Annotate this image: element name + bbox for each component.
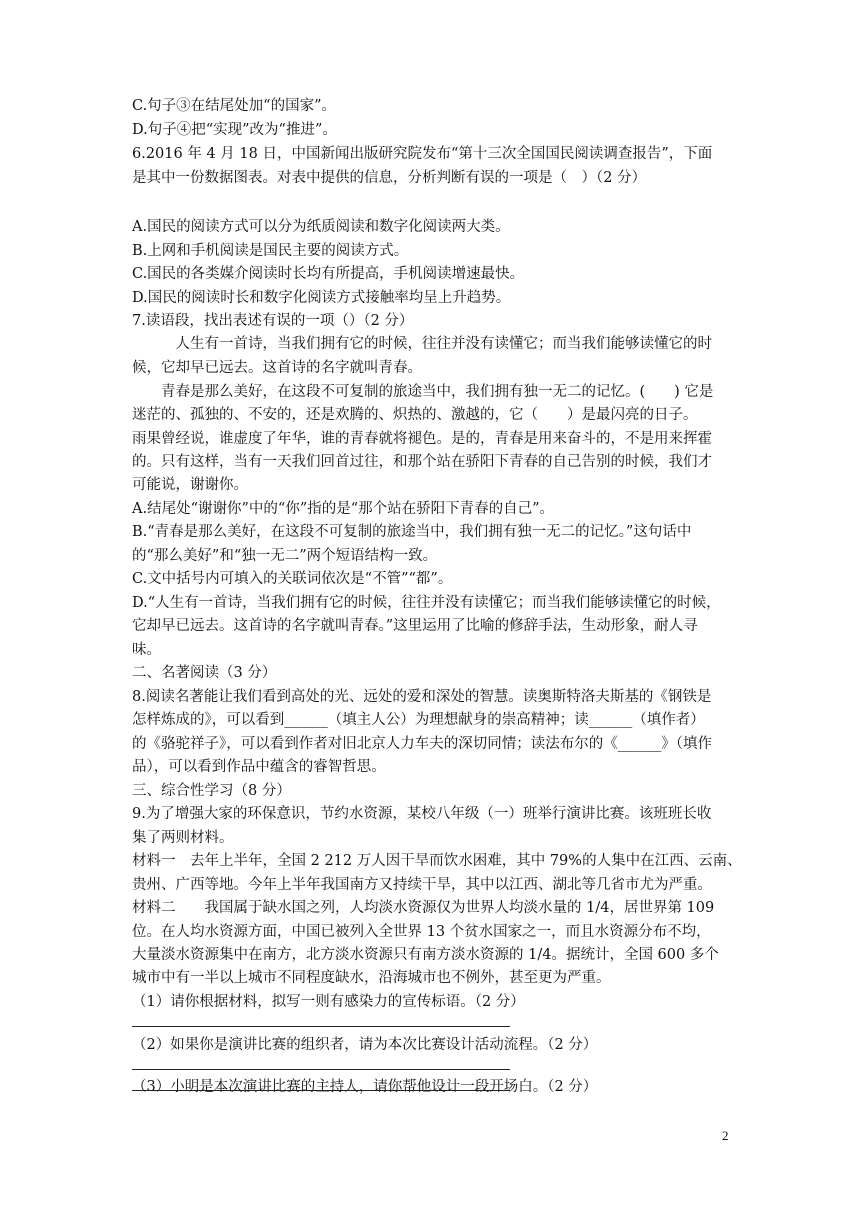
material-2-line-3: 大量淡水资源集中在南方，北方淡水资源只有南方淡水资源的 1/4。据统计，全国 600 多个 bbox=[132, 947, 719, 963]
material-2-line-2: 位。在人均水资源方面，中国已被列入全世界 13 个贫水国家之一，而且水资源分布不均， bbox=[132, 924, 711, 940]
line-c-option-q5: C.句子③在结尾处加“的国家”。 bbox=[132, 98, 337, 114]
question-6-stem-line-2: 是其中一份数据图表。对表中提供的信息，分析判断有误的一项是（ ）（2 分） bbox=[132, 170, 647, 186]
q7-passage-line-2: 候，它却早已远去。这首诗的名字就叫青春。 bbox=[132, 360, 422, 376]
question-7-stem: 7.读语段，找出表述有误的一项（）（2 分） bbox=[132, 313, 414, 329]
material-2-line-1: 材料二 我国属于缺水国之列，人均淡水资源仅为世界人均淡水量的 1/4，居世界第 109 bbox=[132, 900, 715, 916]
answer-line-3 bbox=[132, 1090, 510, 1091]
subquestion-3: （3）小明是本次演讲比赛的主持人，请你帮他设计一段开场白。（2 分） bbox=[132, 1079, 598, 1095]
section-2-heading: 二、名著阅读（3 分） bbox=[132, 665, 277, 681]
q7-option-d-line-1: D.“人生有一首诗，当我们拥有它的时候，往往并没有读懂它；而当我们能够读懂它的时候， bbox=[132, 595, 721, 611]
q6-option-d: D.国民的阅读时长和数字化阅读方式接触率均呈上升趋势。 bbox=[132, 290, 511, 306]
line-d-option-q5: D.句子④把“实现”改为“推进”。 bbox=[132, 122, 337, 138]
question-8-line-2: 怎样炼成的》，可以看到______（填主人公）为理想献身的崇高精神；读______（填作者） bbox=[132, 712, 705, 728]
page-number: 2 bbox=[722, 1128, 729, 1143]
question-8-line-4: 品），可以看到作品中蕴含的睿智哲思。 bbox=[132, 759, 386, 775]
q7-option-c: C.文中括号内可填入的关联词依次是“不管”“都”。 bbox=[132, 571, 453, 587]
q6-option-c: C.国民的各类媒介阅读时长均有所提高，手机阅读增速最快。 bbox=[132, 266, 525, 282]
q7-passage-line-6: 的。只有这样，当有一天我们回首过往，和那个站在骄阳下青春的自己告别的时候，我们才 bbox=[132, 454, 712, 470]
question-9-line-1: 9.为了增强大家的环保意识，节约水资源，某校八年级（一）班举行演讲比赛。该班班长收 bbox=[132, 806, 712, 822]
q7-passage-line-1: 人生有一首诗，当我们拥有它的时候，往往并没有读懂它；而当我们能够读懂它的时 bbox=[132, 336, 712, 352]
question-9-line-2: 集了两则材料。 bbox=[132, 830, 234, 846]
question-8-line-1: 8.阅读名著能让我们看到高处的光、远处的爱和深处的智慧。读奥斯特洛夫斯基的《钢铁是 bbox=[132, 689, 712, 705]
answer-line-2 bbox=[132, 1069, 510, 1070]
subquestion-2: （2）如果你是演讲比赛的组织者，请为本次比赛设计活动流程。（2 分） bbox=[132, 1037, 598, 1053]
material-2-line-4: 城市中有一半以上城市不同程度缺水，沿海城市也不例外，甚至更为严重。 bbox=[132, 970, 611, 986]
answer-line-1 bbox=[132, 1026, 510, 1027]
q7-passage-line-4: 迷茫的、孤独的、不安的，还是欢腾的、炽热的、激越的，它（ ）是最闪亮的日子。 bbox=[132, 407, 698, 423]
q7-option-d-line-2: 它却早已远去。这首诗的名字就叫青春。”这里运用了比喻的修辞手法，生动形象，耐人寻 bbox=[132, 618, 698, 634]
material-1-line-2: 贵州、广西等地。今年上半年我国南方又持续干旱，其中以江西、湖北等几省市尤为严重。 bbox=[132, 877, 712, 893]
q7-option-a: A.结尾处“谢谢你”中的“你”指的是“那个站在骄阳下青春的自己”。 bbox=[132, 501, 555, 517]
q7-passage-line-5: 雨果曾经说，谁虚度了年华，谁的青春就将褪色。是的，青春是用来奋斗的，不是用来挥霍 bbox=[132, 431, 712, 447]
q7-option-d-line-3: 味。 bbox=[132, 642, 161, 658]
question-6-stem-line-1: 6.2016 年 4 月 18 日，中国新闻出版研究院发布“第十三次全国国民阅读调查报告”，下面 bbox=[132, 146, 713, 162]
q7-option-b-line-1: B.“青春是那么美好，在这段不可复制的旅途当中，我们拥有独一无二的记忆。”这句话中 bbox=[132, 524, 692, 540]
q6-option-a: A.国民的阅读方式可以分为纸质阅读和数字化阅读两大类。 bbox=[132, 219, 510, 235]
q7-option-b-line-2: 的“那么美好”和“独一无二”两个短语结构一致。 bbox=[132, 548, 438, 564]
q7-passage-line-7: 可能说，谢谢你。 bbox=[132, 477, 248, 493]
section-3-heading: 三、综合性学习（8 分） bbox=[132, 783, 291, 799]
material-1-line-1: 材料一 去年上半年，全国 2 212 万人因干旱而饮水困难，其中 79%的人集中在江西、云南、 bbox=[132, 853, 742, 869]
q6-option-b: B.上网和手机阅读是国民主要的阅读方式。 bbox=[132, 243, 409, 259]
subquestion-1: （1）请你根据材料，拟写一则有感染力的宣传标语。（2 分） bbox=[132, 994, 525, 1010]
q7-passage-line-3: 青春是那么美好，在这段不可复制的旅途当中，我们拥有独一无二的记忆。( ) 它是 bbox=[132, 384, 714, 400]
question-8-line-3: 的《骆驼祥子》，可以看到作者对旧北京人力车夫的深切同情；读法布尔的《______》（填作 bbox=[132, 736, 712, 752]
